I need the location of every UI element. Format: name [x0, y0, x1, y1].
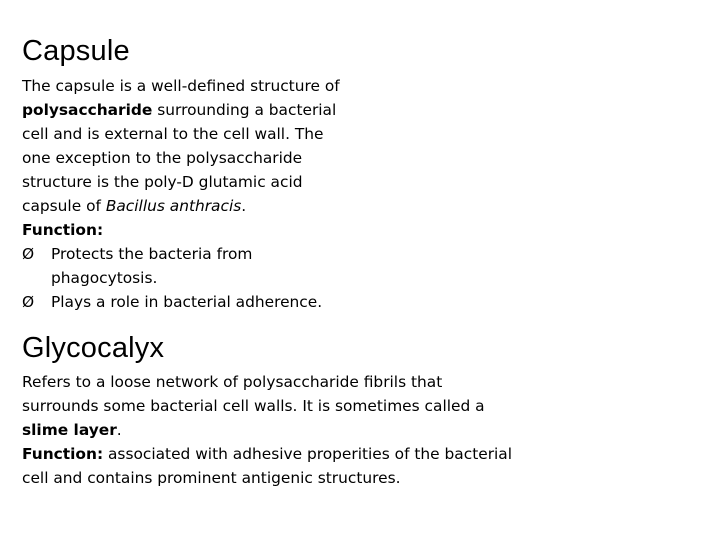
bacillus-anthracis-term: Bacillus anthracis	[105, 197, 242, 215]
capsule-line-4	[22, 146, 372, 170]
capsule-bullet-2-text: Plays a role in bacterial adherence.	[51, 293, 323, 311]
glycocalyx-line-3-period: .	[116, 421, 122, 439]
capsule-line-5	[22, 170, 372, 194]
capsule-line-6-text: capsule of	[22, 197, 106, 215]
glycocalyx-line-2	[22, 394, 542, 418]
capsule-line-6	[22, 194, 372, 218]
capsule-heading: Capsule	[22, 35, 130, 67]
glycocalyx-line-4	[22, 442, 542, 466]
capsule-bullet-1-continuation	[22, 266, 372, 290]
polysaccharide-term: polysaccharide	[22, 101, 153, 119]
capsule-description	[22, 74, 372, 314]
capsule-line-3-text: cell and is external to the cell wall. The	[22, 125, 324, 143]
glycocalyx-line-5-text: cell and contains prominent antigenic structures.	[22, 469, 401, 487]
capsule-line-1-text: The capsule is a well-defined structure of	[22, 77, 340, 95]
capsule-function-label: Function:	[22, 221, 104, 239]
glycocalyx-description	[22, 370, 542, 490]
glycocalyx-heading: Glycocalyx	[22, 332, 165, 364]
capsule-bullet-1-text: Protects the bacteria from	[51, 245, 253, 263]
capsule-line-6-period: .	[241, 197, 247, 215]
glycocalyx-function-text: associated with adhesive properities of the bacterial	[103, 445, 513, 463]
capsule-function-label-line	[22, 218, 372, 242]
glycocalyx-line-5	[22, 466, 542, 490]
arrow-bullet-icon: Ø	[22, 293, 35, 311]
glycocalyx-line-1-text: Refers to a loose network of polysaccharide fibrils that	[22, 373, 443, 391]
capsule-line-2	[22, 98, 372, 122]
capsule-line-5-text: structure is the poly-D glutamic acid	[22, 173, 303, 191]
capsule-bullet-1-text-2: phagocytosis.	[51, 269, 158, 287]
capsule-line-3	[22, 122, 372, 146]
capsule-bullet-2	[22, 290, 372, 314]
arrow-bullet-icon: Ø	[22, 245, 35, 263]
glycocalyx-line-3	[22, 418, 542, 442]
capsule-line-4-text: one exception to the polysaccharide	[22, 149, 303, 167]
capsule-bullet-1	[22, 242, 372, 266]
glycocalyx-line-2-text: surrounds some bacterial cell walls. It is sometimes called a	[22, 397, 485, 415]
glycocalyx-function-label: Function:	[22, 445, 104, 463]
slime-layer-term: slime layer	[22, 421, 117, 439]
glycocalyx-line-1	[22, 370, 542, 394]
capsule-line-2-text: surrounding a bacterial	[152, 101, 337, 119]
capsule-line-1	[22, 74, 372, 98]
